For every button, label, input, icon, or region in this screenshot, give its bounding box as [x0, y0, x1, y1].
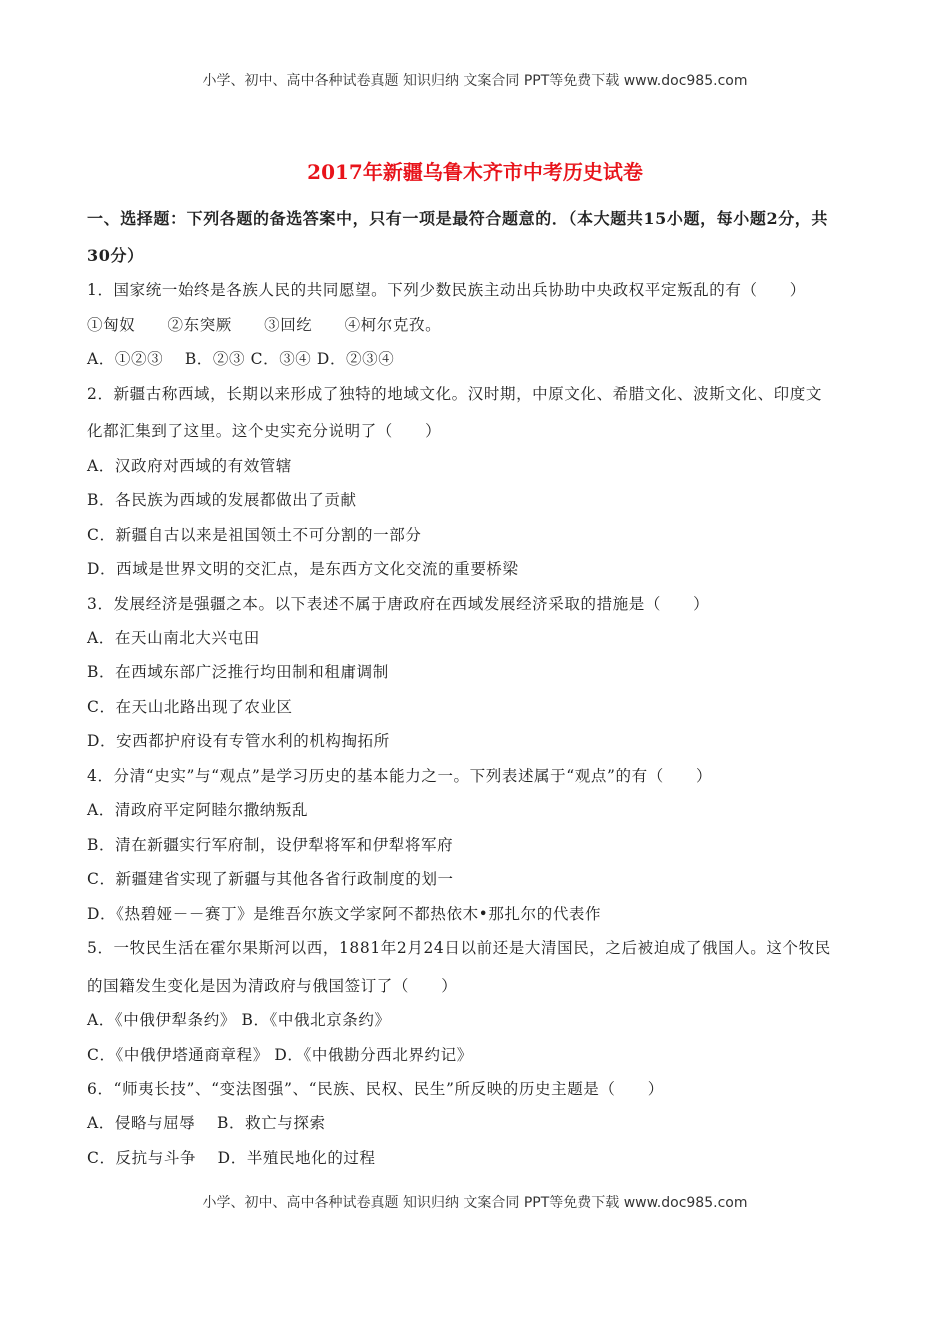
section-heading-cont: 30分） [87, 246, 144, 265]
question-line: 的国籍发生变化是因为清政府与俄国签订了（ ） [87, 977, 458, 995]
section-heading: 一、选择题：下列各题的备选答案中，只有一项是最符合题意的．（本大题共15小题，每小题2分，共 [87, 209, 828, 228]
page-title: 2017年新疆乌鲁木齐市中考历史试卷 [307, 160, 643, 184]
question-line: 化都汇集到了这里。这个史实充分说明了（ ） [87, 422, 442, 440]
question-line: D．《热碧娅－－赛丁》是维吾尔族文学家阿不都热依木•那扎尔的代表作 [87, 905, 602, 923]
question-line: C．《中俄伊塔通商章程》 D．《中俄勘分西北界约记》 [87, 1046, 473, 1064]
question-line: C．新疆自古以来是祖国领土不可分割的一部分 [87, 526, 422, 544]
question-line: A．汉政府对西域的有效管辖 [87, 457, 292, 475]
question-line: B．清在新疆实行军府制，设伊犁将军和伊犁将军府 [87, 836, 454, 854]
question-line: 1．国家统一始终是各族人民的共同愿望。下列少数民族主动出兵协助中央政权平定叛乱的有（ ） [87, 281, 806, 299]
question-line: A．清政府平定阿睦尔撒纳叛乱 [87, 801, 309, 819]
question-line: D．西域是世界文明的交汇点，是东西方文化交流的重要桥梁 [87, 560, 519, 578]
question-line: 2．新疆古称西域，长期以来形成了独特的地域文化。汉时期，中原文化、希腊文化、波斯文化、印度文 [87, 385, 822, 403]
question-line: C．新疆建省实现了新疆与其他各省行政制度的划一 [87, 870, 454, 888]
question-line: B．各民族为西域的发展都做出了贡献 [87, 491, 357, 509]
question-line: A．《中俄伊犁条约》 B．《中俄北京条约》 [87, 1011, 391, 1029]
question-line: 5．一牧民生活在霍尔果斯河以西，1881年2月24日以前还是大清国民，之后被迫成了俄国人。这个牧民 [87, 939, 831, 957]
question-line: C．在天山北路出现了农业区 [87, 698, 293, 716]
question-line: 6．“师夷长技”、“变法图强”、“民族、民权、民生”所反映的历史主题是（ ） [87, 1080, 664, 1098]
page-header: 小学、初中、高中各种试卷真题 知识归纳 文案合同 PPT等免费下载 www.doc985.com [202, 73, 748, 89]
question-line: B．在西域东部广泛推行均田制和租庸调制 [87, 663, 389, 681]
question-line: C．反抗与斗争 D．半殖民地化的过程 [87, 1149, 376, 1167]
question-line: A．在天山南北大兴屯田 [87, 629, 260, 647]
page-footer: 小学、初中、高中各种试卷真题 知识归纳 文案合同 PPT等免费下载 www.doc985.com [202, 1195, 748, 1211]
question-line: A．①②③ B．②③ C．③④ D．②③④ [87, 350, 395, 368]
question-line: ①匈奴 ②东突厥 ③回纥 ④柯尔克孜。 [87, 316, 442, 334]
question-line: D．安西都护府设有专管水利的机构掏拓所 [87, 732, 390, 750]
question-line: 3．发展经济是强疆之本。以下表述不属于唐政府在西域发展经济采取的措施是（ ） [87, 595, 710, 613]
question-line: A．侵略与屈辱 B．救亡与探索 [87, 1114, 326, 1132]
question-line: 4．分清“史实”与“观点”是学习历史的基本能力之一。下列表述属于“观点”的有（ ） [87, 767, 713, 785]
